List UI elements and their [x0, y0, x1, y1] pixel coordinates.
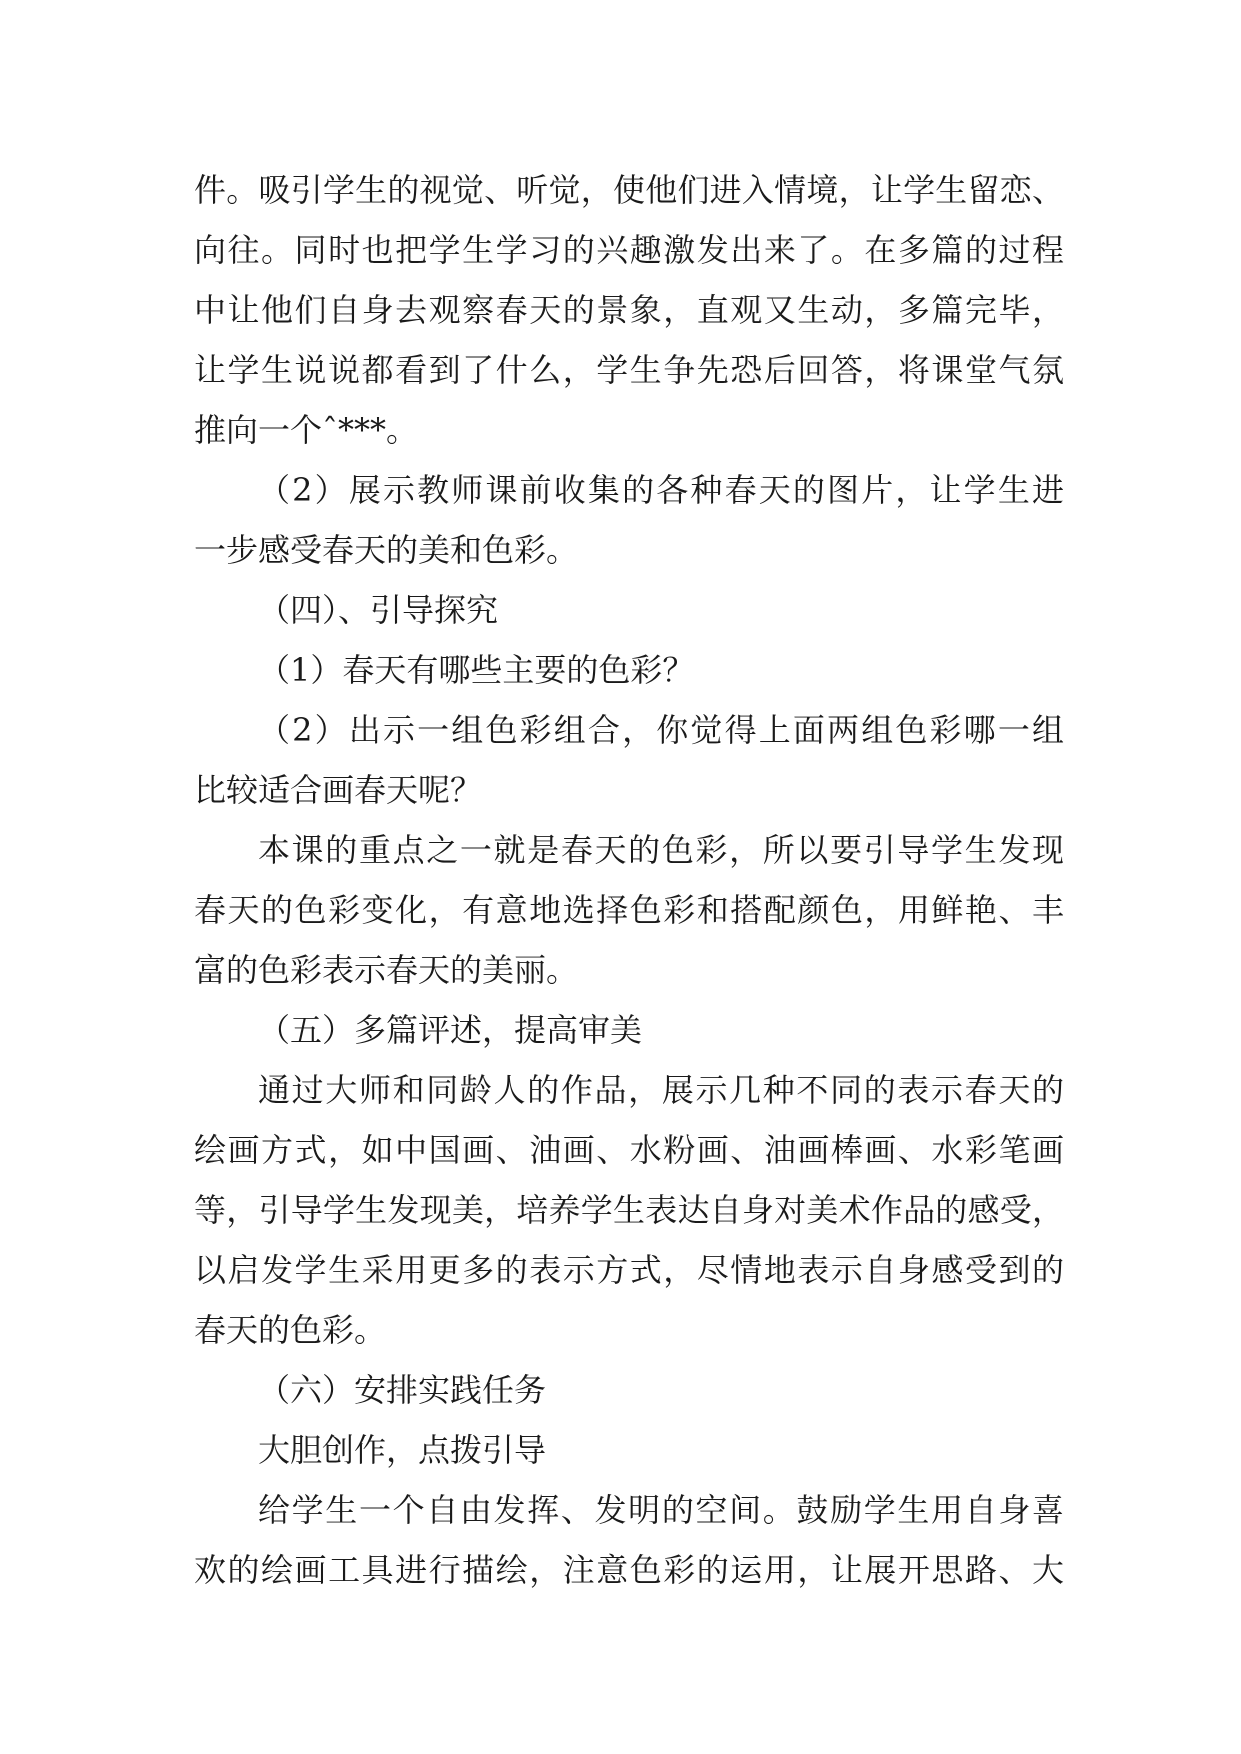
text-line-10: （2）出示一组色彩组合，你觉得上面两组色彩哪一组 — [258, 711, 1064, 749]
text-line-18: 等，引导学生发现美，培养学生表达自身对美术作品的感受， — [194, 1191, 1064, 1229]
text-line-11: 比较适合画春天呢？ — [194, 771, 483, 809]
text-line-5: 推向一个ˆ***。 — [194, 411, 419, 449]
text-line-20: 春天的色彩。 — [194, 1311, 387, 1349]
text-line-16: 通过大师和同龄人的作品，展示几种不同的表示春天的 — [258, 1071, 1064, 1109]
text-line-7: 一步感受春天的美和色彩。 — [194, 531, 579, 569]
text-line-9: （1）春天有哪些主要的色彩？ — [258, 651, 695, 689]
text-line-2: 向往。同时也把学生学习的兴趣激发出来了。在多篇的过程 — [194, 231, 1064, 269]
text-line-14: 富的色彩表示春天的美丽。 — [194, 951, 579, 989]
document-body — [194, 160, 1064, 1600]
text-line-1: 件。吸引学生的视觉、听觉，使他们进入情境，让学生留恋、 — [194, 171, 1064, 209]
text-line-4: 让学生说说都看到了什么，学生争先恐后回答，将课堂气氛 — [194, 351, 1064, 389]
text-line-13: 春天的色彩变化，有意地选择色彩和搭配颜色，用鲜艳、丰 — [194, 891, 1064, 929]
text-line-17: 绘画方式，如中国画、油画、水粉画、油画棒画、水彩笔画 — [194, 1131, 1064, 1169]
section-heading-5: （五）多篇评述，提高审美 — [258, 1011, 643, 1049]
text-line-22: 大胆创作，点拨引导 — [258, 1431, 547, 1469]
text-line-3: 中让他们自身去观察春天的景象，直观又生动，多篇完毕， — [194, 291, 1064, 329]
text-line-24: 欢的绘画工具进行描绘，注意色彩的运用，让展开思路、大 — [194, 1551, 1064, 1589]
section-heading-4: （四）、引导探究 — [258, 591, 499, 629]
section-heading-6: （六）安排实践任务 — [258, 1371, 547, 1409]
text-line-19: 以启发学生采用更多的表示方式，尽情地表示自身感受到的 — [194, 1251, 1064, 1289]
text-line-6: （2）展示教师课前收集的各种春天的图片，让学生进 — [258, 471, 1064, 509]
text-line-23: 给学生一个自由发挥、发明的空间。鼓励学生用自身喜 — [258, 1491, 1064, 1529]
text-line-12: 本课的重点之一就是春天的色彩，所以要引导学生发现 — [258, 831, 1064, 869]
